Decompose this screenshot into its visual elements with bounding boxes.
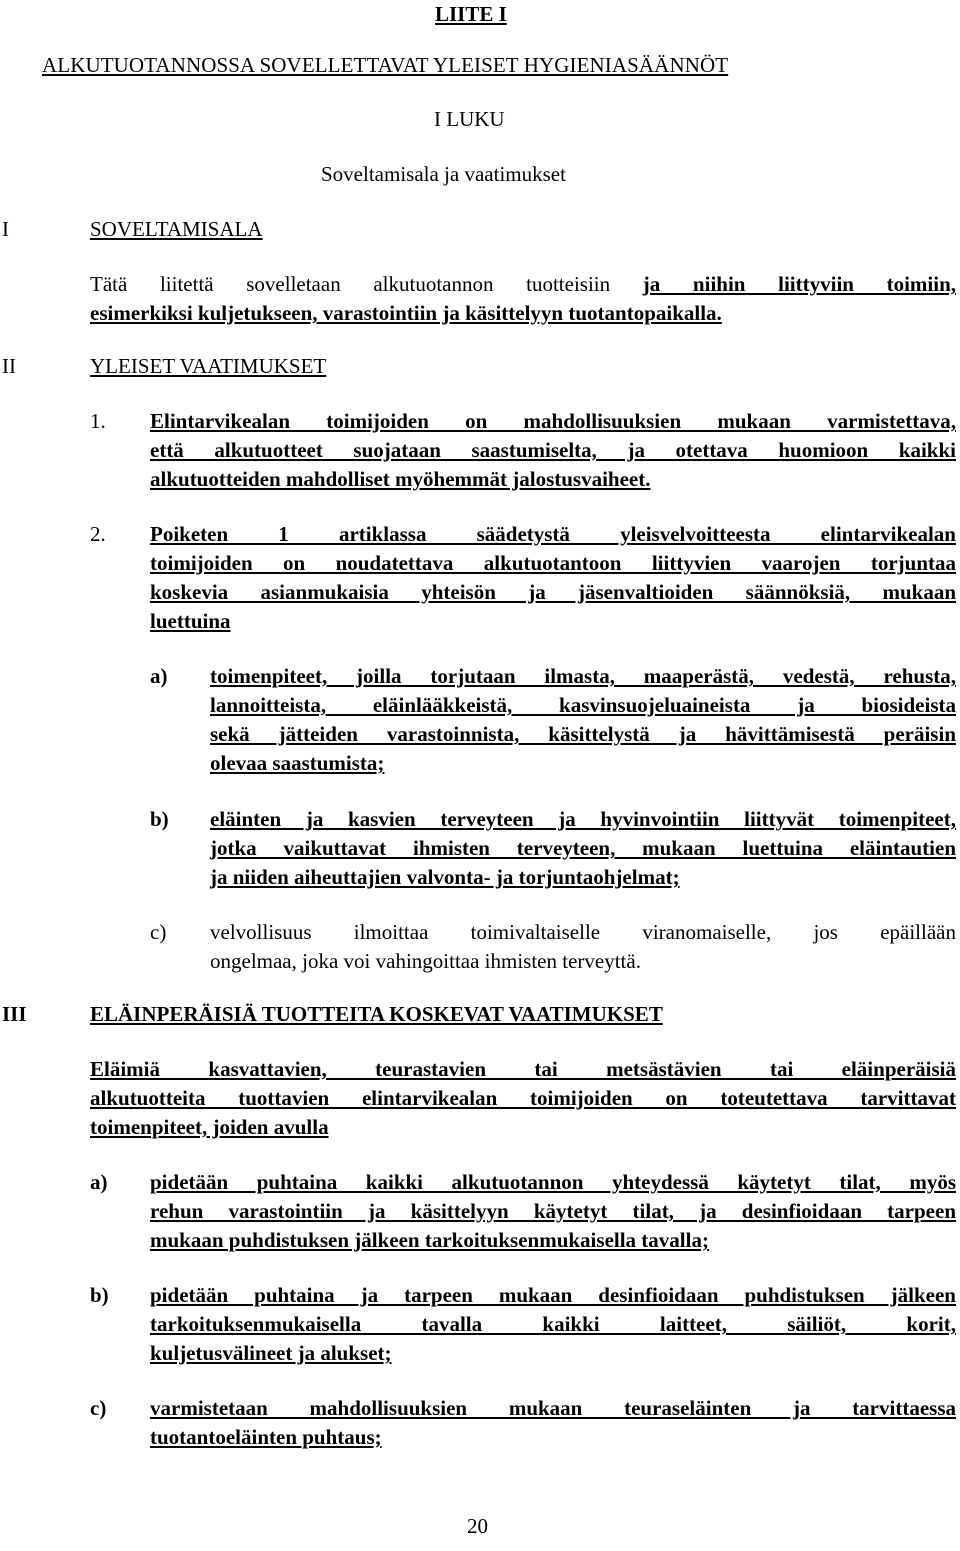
section-3-item-c-label: c): [90, 1396, 107, 1420]
section-1-paragraph-line-2: esimerkiksi kuljetukseen, varastointiin ja käsittelyyn tuotantopaikalla.: [90, 301, 722, 325]
sub-c-line-1: velvollisuus ilmoittaa toimivaltaiselle viranomaiselle, jos epäillään: [210, 920, 956, 944]
item-1-number: 1.: [90, 409, 106, 433]
section-1-heading: SOVELTAMISALA: [90, 217, 263, 241]
section-3-intro-line-2: alkutuotteita tuottavien elintarvikealan toimijoiden on toteutettava tarvittavat: [90, 1086, 956, 1110]
section-3-item-b-label: b): [90, 1283, 109, 1307]
sub-a-label: a): [150, 664, 168, 688]
section-3-intro-line-3: toimenpiteet, joiden avulla: [90, 1115, 329, 1139]
section-2-number: II: [2, 354, 16, 378]
section-3-item-b-line-1: pidetään puhtaina ja tarpeen mukaan desinfioidaan puhdistuksen jälkeen: [150, 1283, 956, 1307]
section-3-item-a-line-1: pidetään puhtaina kaikki alkutuotannon yhteydessä käytetyt tilat, myös: [150, 1170, 956, 1194]
item-1-line-2: että alkutuotteet suojataan saastumiselta, ja otettava huomioon kaikki: [150, 438, 956, 462]
sub-b-label: b): [150, 807, 169, 831]
sub-a-line-1: toimenpiteet, joilla torjutaan ilmasta, maaperästä, vedestä, rehusta,: [210, 664, 956, 688]
section-2-heading: YLEISET VAATIMUKSET: [90, 354, 327, 378]
section-1-paragraph-bold-1: ja niihin liittyviin toimiin,: [642, 272, 957, 296]
item-2-line-1: Poiketen 1 artiklassa säädetystä yleisvelvoitteesta elintarvikealan: [150, 522, 956, 546]
item-1-line-3: alkutuotteiden mahdolliset myöhemmät jalostusvaiheet.: [150, 467, 651, 491]
section-1-paragraph-line-1: [90, 270, 956, 299]
section-3-intro-line-1: Eläimiä kasvattavien, teurastavien tai metsästävien tai eläinperäisiä: [90, 1057, 956, 1081]
annex-title: LIITE I: [435, 2, 507, 26]
sub-c-label: c): [150, 920, 167, 944]
sub-b-line-3: ja niiden aiheuttajien valvonta- ja torjuntaohjelmat;: [210, 865, 680, 889]
sub-b-line-1: eläinten ja kasvien terveyteen ja hyvinvointiin liittyvät toimenpiteet,: [210, 807, 956, 831]
section-3-item-a-label: a): [90, 1170, 108, 1194]
section-1-paragraph-plain: Tätä liitettä sovelletaan alkutuotannon tuotteisiin: [90, 272, 611, 296]
chapter-subtitle: Soveltamisala ja vaatimukset: [321, 162, 566, 186]
item-2-line-3: koskevia asianmukaisia yhteisön ja jäsenvaltioiden säännöksiä, mukaan: [150, 580, 956, 604]
section-3-heading: ELÄINPERÄISIÄ TUOTTEITA KOSKEVAT VAATIMUKSET: [90, 1002, 663, 1026]
section-3-item-a-line-2: rehun varastointiin ja käsittelyyn käytetyt tilat, ja desinfioidaan tarpeen: [150, 1199, 956, 1223]
main-title: ALKUTUOTANNOSSA SOVELLETTAVAT YLEISET HYGIENIASÄÄNNÖT: [42, 53, 729, 77]
chapter-heading: I LUKU: [434, 107, 505, 131]
sub-a-line-4: olevaa saastumista;: [210, 751, 385, 775]
section-3-item-b-line-3: kuljetusvälineet ja alukset;: [150, 1341, 392, 1365]
item-2-line-2: toimijoiden on noudatettava alkutuotantoon liittyvien vaarojen torjuntaa: [150, 551, 956, 575]
item-1-line-1: Elintarvikealan toimijoiden on mahdollisuuksien mukaan varmistettava,: [150, 409, 956, 433]
sub-c-line-2: ongelmaa, joka voi vahingoittaa ihmisten terveyttä.: [210, 949, 641, 973]
sub-b-line-2: jotka vaikuttavat ihmisten terveyteen, mukaan luettuina eläintautien: [210, 836, 956, 860]
section-3-number: III: [2, 1002, 27, 1026]
section-3-item-a-line-3: mukaan puhdistuksen jälkeen tarkoituksenmukaisella tavalla;: [150, 1228, 709, 1252]
page-number: 20: [467, 1514, 488, 1538]
section-3-item-c-line-2: tuotantoeläinten puhtaus;: [150, 1425, 382, 1449]
section-1-number: I: [2, 217, 9, 241]
sub-a-line-2: lannoitteista, eläinlääkkeistä, kasvinsuojeluaineista ja biosideista: [210, 693, 956, 717]
section-3-item-c-line-1: varmistetaan mahdollisuuksien mukaan teuraseläinten ja tarvittaessa: [150, 1396, 956, 1420]
item-2-number: 2.: [90, 522, 106, 546]
sub-a-line-3: sekä jätteiden varastoinnista, käsittelystä ja hävittämisestä peräisin: [210, 722, 956, 746]
section-3-item-b-line-2: tarkoituksenmukaisella tavalla kaikki laitteet, säiliöt, korit,: [150, 1312, 956, 1336]
item-2-line-4: luettuina: [150, 609, 231, 633]
